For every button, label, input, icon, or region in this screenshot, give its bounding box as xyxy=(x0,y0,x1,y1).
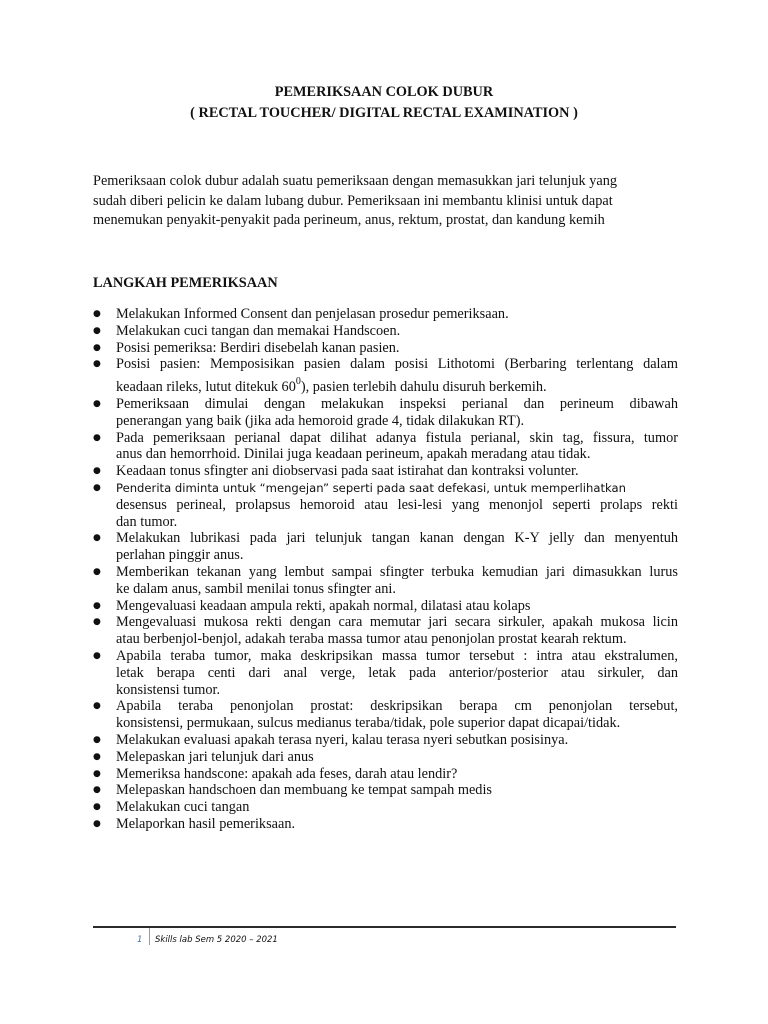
bullet-icon: ● xyxy=(93,600,101,611)
bullet-icon: ● xyxy=(93,342,101,353)
list-item: ● Melakukan lubrikasi pada jari telunjuk tangan kanan dengan K-Y jelly dan menyentuh perlahan pinggir anus. xyxy=(93,530,678,564)
intro-line-1: Pemeriksaan colok dubur adalah suatu pemeriksaan dengan memasukkan jari telunjuk yang xyxy=(93,173,618,189)
bullet-icon: ● xyxy=(93,533,101,544)
bullet-icon: ● xyxy=(93,701,101,712)
bullet-icon: ● xyxy=(93,768,101,779)
footer-divider xyxy=(149,928,150,945)
page-footer xyxy=(93,926,676,952)
bullet-icon: ● xyxy=(93,751,101,762)
bullet-icon: ● xyxy=(93,309,101,319)
bullet-icon: ● xyxy=(93,566,101,577)
degree-superscript: 0 xyxy=(295,376,301,388)
intro-line-3: menemukan penyakit-penyakit pada perineum, anus, rektum, prostat, dan kandung kemih xyxy=(93,212,605,228)
section-heading: LANGKAH PEMERIKSAAN xyxy=(93,275,278,291)
bullet-icon: ● xyxy=(93,432,101,443)
bullet-icon: ● xyxy=(93,359,101,370)
list-item: ● Memeriksa handscone: apakah ada feses, darah atau lendir? xyxy=(93,765,458,782)
list-item: ● Posisi pasien: Memposisikan pasien dalam posisi Lithotomi (Berbaring terlentang dalam keadaan rileks, lutut ditekuk $60^0$), pasien terlebih dahulu disuruh berkemih. xyxy=(93,356,678,396)
list-item: ● Melakukan cuci tangan dan memakai Handscoen. xyxy=(93,322,401,339)
intro-paragraph xyxy=(93,172,683,231)
bullet-icon: ● xyxy=(93,482,101,493)
page-number: 1 xyxy=(137,935,143,945)
document-title xyxy=(90,82,678,124)
list-item: ● Melepaskan jari telunjuk dari anus xyxy=(93,748,314,765)
list-item: ● Memberikan tekanan yang lembut sampai sfingter terbuka kemudian jari dimasukkan lurus ke dalam anus, sambil menilai tonus sfingter ani. xyxy=(93,563,678,597)
list-item: ● Melepaskan handschoen dan membuang ke tempat sampah medis xyxy=(93,782,492,799)
bullet-icon: ● xyxy=(93,802,101,813)
steps-list xyxy=(93,306,678,833)
list-item: ● Apabila teraba penonjolan prostat: deskripsikan berapa cm penonjolan tersebut, konsistensi, permukaan, sulcus medianus teraba/tidak, pole superior dapat dicapai/tidak. xyxy=(93,698,678,732)
list-item: ● Melakukan evaluasi apakah terasa nyeri, kalau terasa nyeri sebutkan posisinya. xyxy=(93,731,569,748)
list-item: ● Apabila teraba tumor, maka deskripsikan massa tumor tersebut : intra atau ekstralumen, letak berapa centi dari anal verge, letak pada anterior/posterior atau sirkuler, dan konsistensi tumor. xyxy=(93,647,678,698)
bullet-icon: ● xyxy=(93,617,101,628)
intro-line-2: sudah diberi pelicin ke dalam lubang dubur. Pemeriksaan ini membantu klinisi untuk dapat xyxy=(93,192,613,209)
list-item: ● Mengevaluasi mukosa rekti dengan cara memutar jari secara sirkuler, apakah mukosa licin atau berbenjol-benjol, adakah teraba massa tumor atau penonjolan prostat kearah rektum. xyxy=(93,614,678,648)
bullet-icon: ● xyxy=(93,785,101,796)
list-item: ● Melakukan cuci tangan xyxy=(93,799,250,816)
title-line-1: PEMERIKSAAN COLOK DUBUR xyxy=(274,84,494,100)
bullet-icon: ● xyxy=(93,734,101,745)
list-item: ● Keadaan tonus sfingter ani diobservasi pada saat istirahat dan kontraksi volunter. xyxy=(93,463,579,480)
title-line-2: ( RECTAL TOUCHER/ DIGITAL RECTAL EXAMINATION ) xyxy=(190,105,578,121)
bullet-icon: ● xyxy=(93,466,101,477)
bullet-icon: ● xyxy=(93,650,101,661)
bullet-icon: ● xyxy=(93,325,101,336)
list-item: ● Melakukan Informed Consent dan penjelasan prosedur pemeriksaan. xyxy=(93,306,509,322)
list-item: ● Mengevaluasi keadaan ampula rekti, apakah normal, dilatasi atau kolaps xyxy=(93,597,531,614)
list-item: ● Penderita diminta untuk “mengejan” seperti pada saat defekasi, untuk memperlihatkan desensus perineal, prolapsus hemoroid atau lesi-lesi yang menonjol seperti prolaps rekti dan tumor. xyxy=(93,480,678,530)
list-item: ● Melaporkan hasil pemeriksaan. xyxy=(93,815,296,832)
footer-text: Skills lab Sem 5 2020 – 2021 xyxy=(155,935,278,945)
list-item: ● Posisi pemeriksa: Berdiri disebelah kanan pasien. xyxy=(93,339,400,356)
bullet-icon: ● xyxy=(93,398,101,409)
list-item: ● Pemeriksaan dimulai dengan melakukan inspeksi perianal dan perineum dibawah penerangan yang baik (jika ada hemoroid grade 4, tidak dilakukan RT). xyxy=(93,395,678,429)
list-item: ● Pada pemeriksaan perianal dapat dilihat adanya fistula perianal, skin tag, fissura, tumor anus dan hemorrhoid. Dinilai juga keadaan perineum, apakah meradang atau tidak. xyxy=(93,429,678,463)
bullet-icon: ● xyxy=(93,818,101,829)
